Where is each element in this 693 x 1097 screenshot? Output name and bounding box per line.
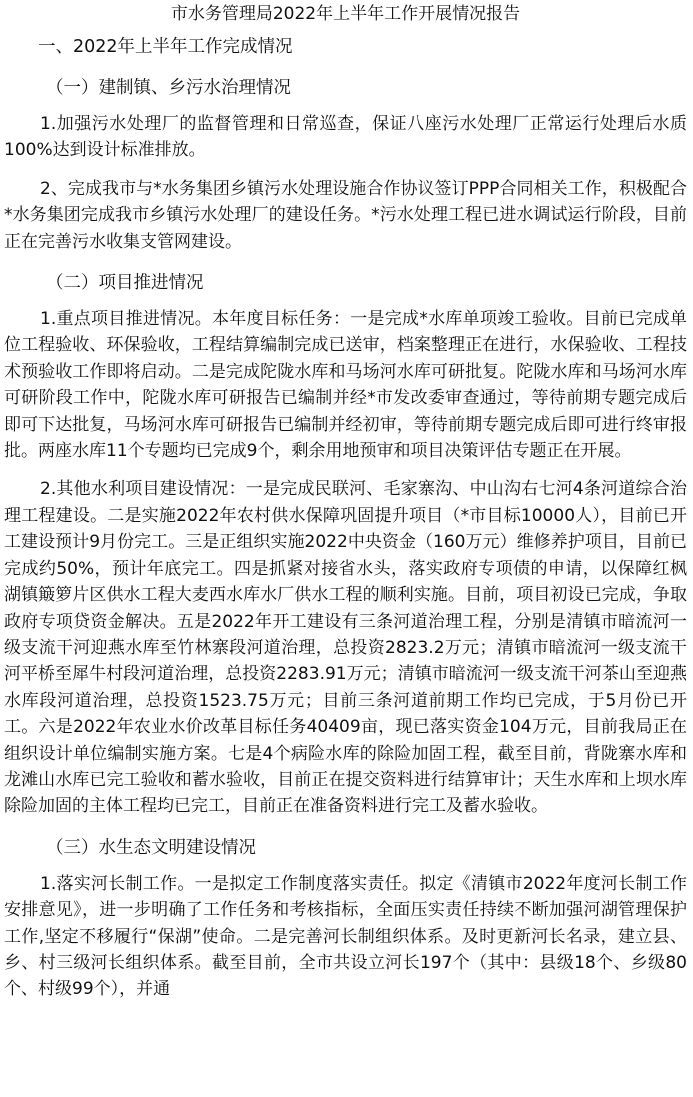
paragraph-projects-1: 1.重点项目推进情况。本年度目标任务：一是完成*水库单项竣工验收。目前已完成单位工程验收、环保验收，工程结算编制完成已送审，档案整理正在进行，水保验收、工程技术预验收工作即将启动。二是完成陀陇水库和马场河水库可研批复。陀陇水库和马场河水库可研阶段工作中，陀陇水库可研报告已编制并经*市发改委审查通过，等待前期专题完成后即可下达批复，马场河水库可研报告已编制并经初审，等待前期专题完成后即可进行终审报批。两座水库11个专题均已完成9个，剩余用地预审和项目决策评估专题正在开展。	[4, 309, 687, 462]
paragraph-ecology-1: 1.落实河长制工作。一是拟定工作制度落实责任。拟定《清镇市2022年度河长制工作安排意见》，进一步明确了工作任务和考核指标，全面压实责任持续不断加强河湖管理保护工作,坚定不移履行“保湖”使命。二是完善河长制组织体系。及时更新河长名录，建立县、乡、村三级河长组织体系。截至目前，全市共设立河长197个（其中：县级18个、乡级80个、村级99个），并通	[4, 873, 687, 1000]
paragraph-projects-2: 2.其他水利项目建设情况：一是完成民联河、毛家寨沟、中山沟右七河4条河道综合治理工程建设。二是实施2022年农村供水保障巩固提升项目（*市目标10000人），目前已开工建设预计9月份完工。三是正组织实施2022中央资金（160万元）维修养护项目，目前已完成约50%，预计年底完工。四是抓紧对接省水头，落实政府专项债的申请，以保障红枫湖镇簸箩片区供水工程大麦西水库水厂供水工程的顺利实施。目前，项目初设已完成，争取政府专项贷资金解决。五是2022年开工建设有三条河道治理工程，分别是清镇市暗流河一级支流干河迎燕水库至竹林寨段河道治理，总投资2823.2万元；清镇市暗流河一级支流干河平桥至犀牛村段河道治理，总投资2283.91万元；清镇市暗流河一级支流干河茶山至迎燕水库段河道治理，总投资1523.75万元；目前三条河道前期工作均已完成，于5月份已开工。六是2022年农业水价改革目标任务40409亩，现已落实资金104万元，目前我局正在组织设计单位编制实施方案。七是4个病险水库的除险加固工程，截至目前，背陇寨水库和龙滩山水库已完工验收和蓄水验收，目前正在提交资料进行结算审计；天生水库和上坝水库除险加固的主体工程均已完工，目前正在准备资料进行完工及蓄水验收。	[4, 479, 687, 817]
paragraph-sewage-1: 1.加强污水处理厂的监督管理和日常巡查，保证八座污水处理厂正常运行处理后水质100%达到设计标准排放。	[4, 114, 687, 161]
subsection-heading-2: （二）项目推进情况	[46, 273, 204, 294]
page-title: 市水务管理局2022年上半年工作开展情况报告	[170, 4, 521, 24]
subsection-heading-3: （三）水生态文明建设情况	[46, 837, 256, 858]
subsection-heading-1: （一）建制镇、乡污水治理情况	[46, 78, 291, 98]
paragraph-sewage-2: 2、完成我市与*水务集团乡镇污水处理设施合作协议签订PPP合同相关工作，积极配合*水务集团完成我市乡镇污水处理厂的建设任务。*污水处理工程已进水调试运行阶段，目前正在完善污水收集支管网建设。	[4, 178, 687, 252]
section-heading-1: 一、2022年上半年工作完成情况	[38, 37, 293, 57]
